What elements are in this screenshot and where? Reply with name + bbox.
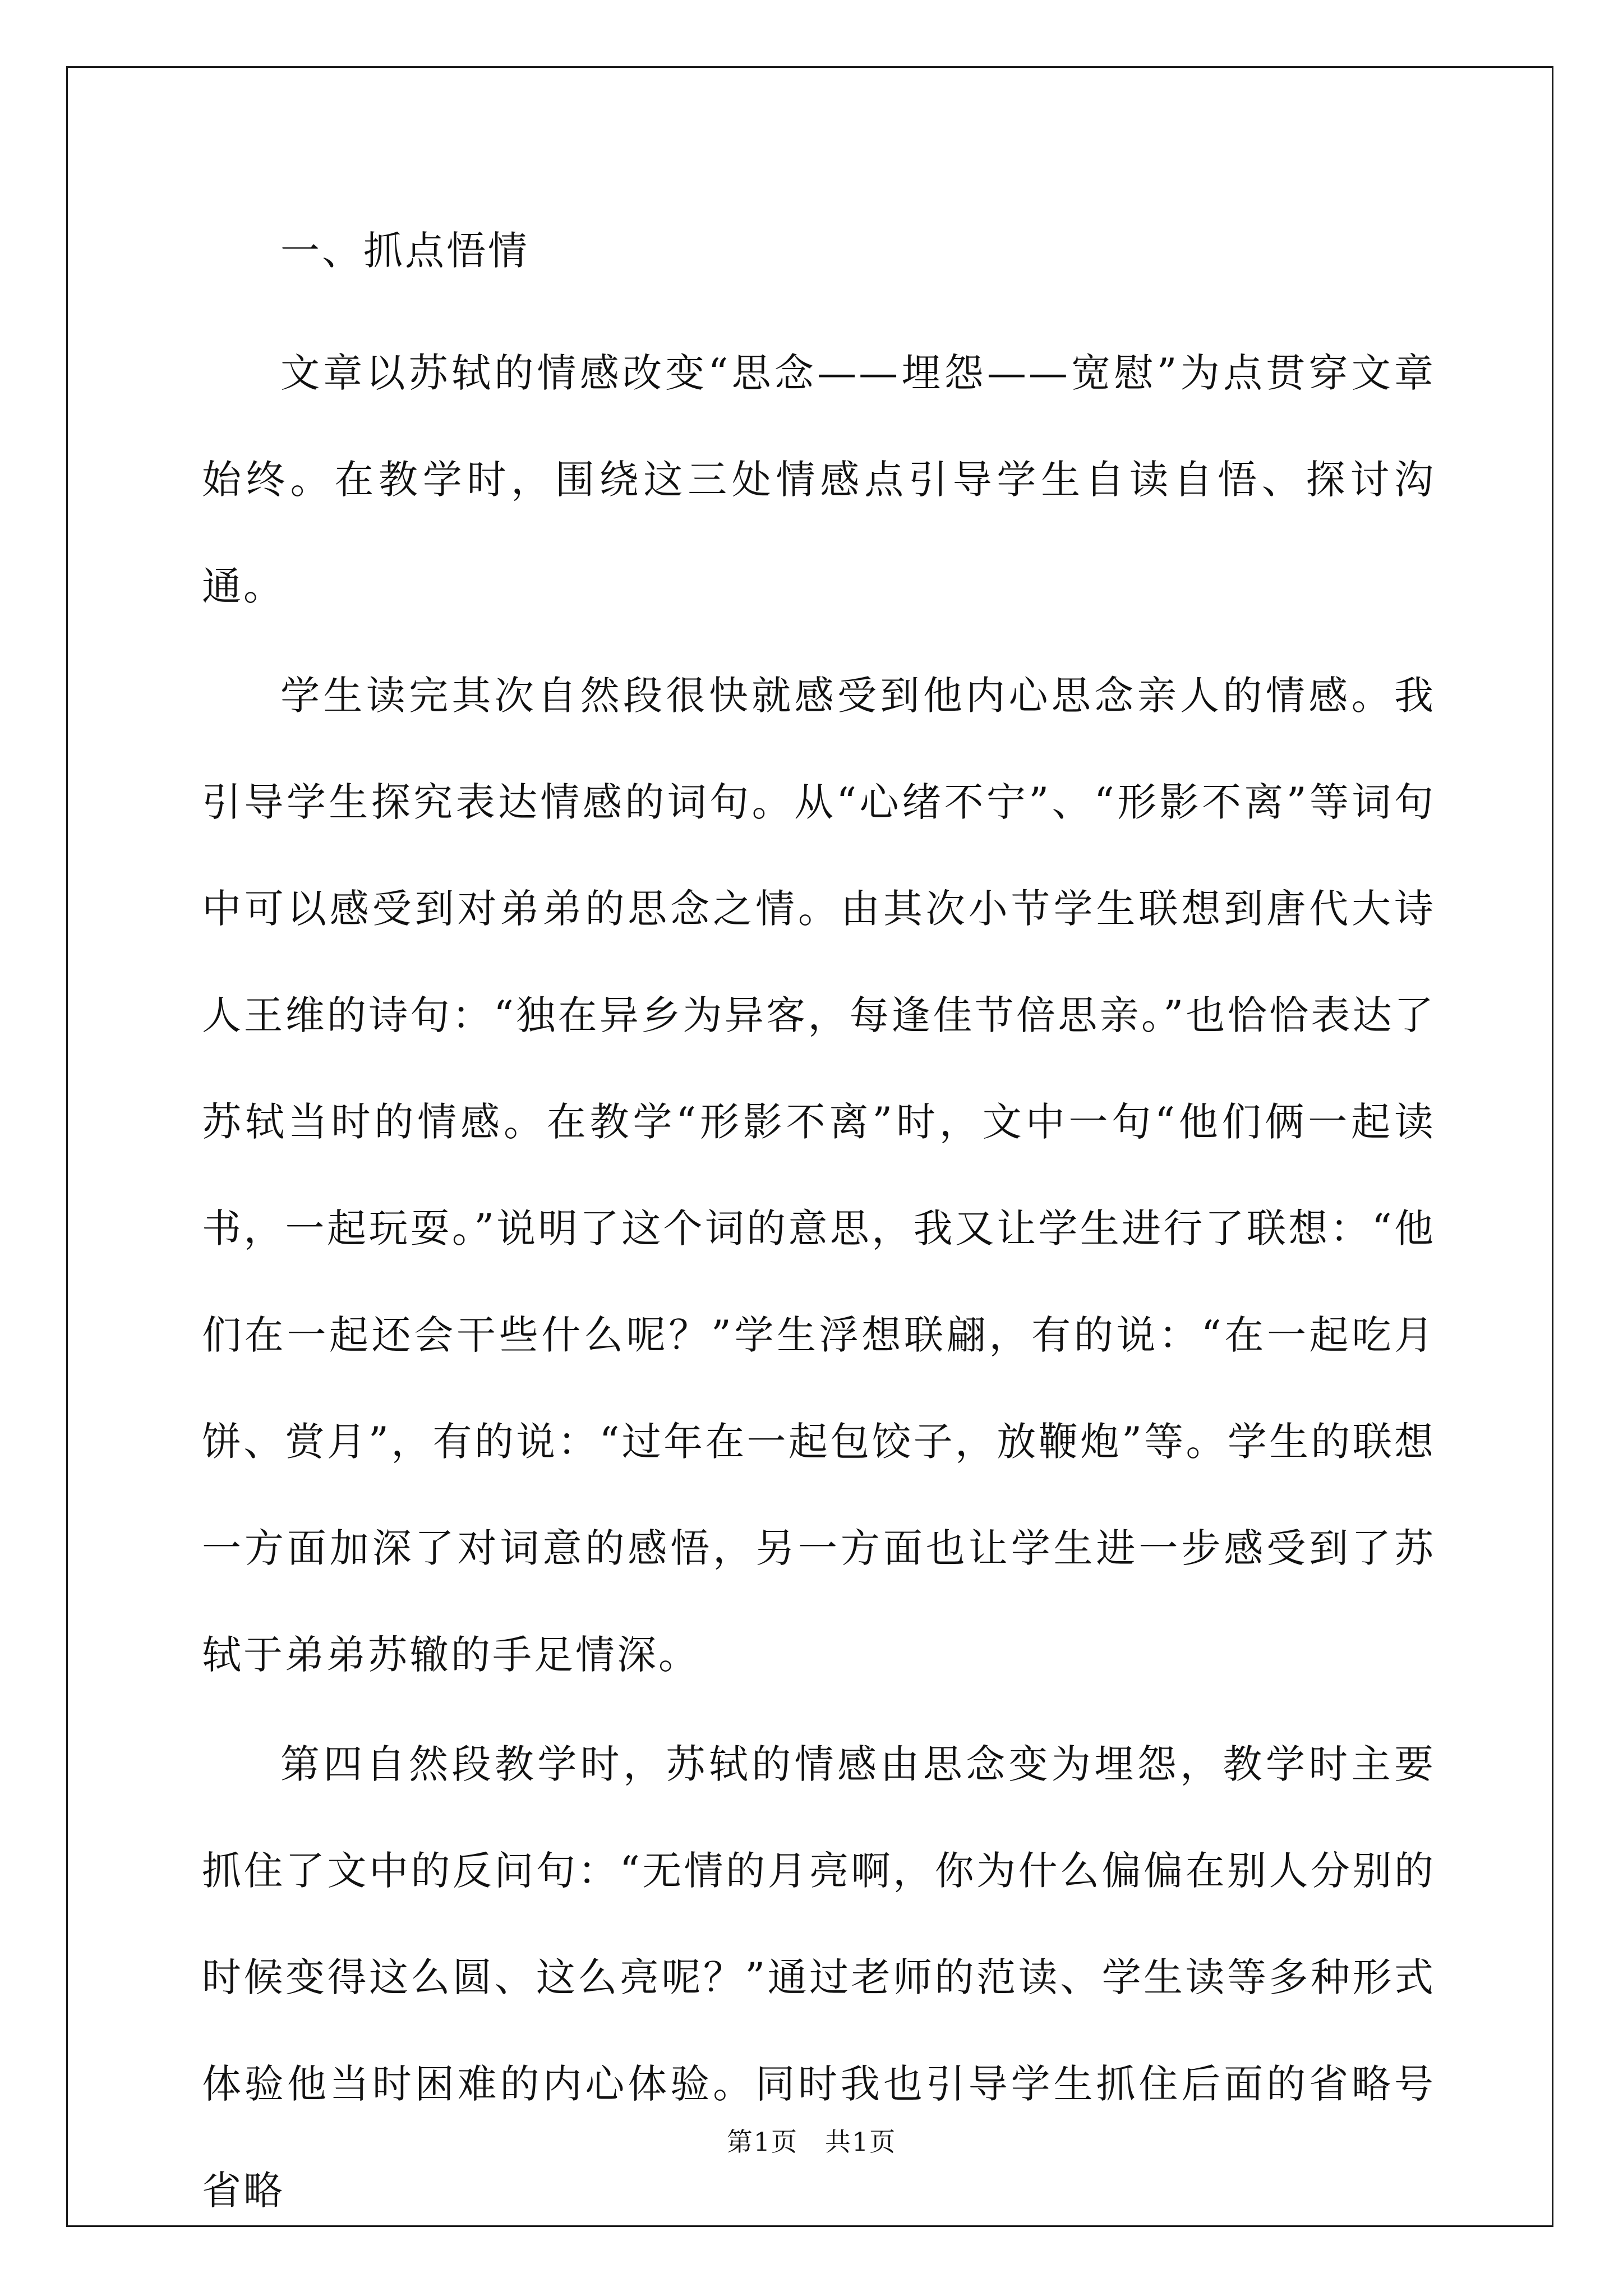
paragraph-1: 文章以苏轼的情感改变“思念——埋怨——宽慰”为点贯穿文章始终。在教学时，围绕这三处情感点引导学生自读自悟、探讨沟通。 xyxy=(202,350,1436,609)
paragraph-3: 第四自然段教学时，苏轼的情感由思念变为埋怨，教学时主要抓住了文中的反问句：“无情的月亮啊，你为什么偏偏在别人分别的时候变得这么圆、这么亮呢？”通过老师的范读、学生读等多种形式体验他当时困难的内心体验。同时我也引导学生抓住后面的省略号省略 xyxy=(202,1741,1436,2214)
section-heading: 一、抓点悟情 xyxy=(280,228,529,274)
page-number-footer: 第1页 共1页 xyxy=(726,2127,897,2157)
document-body xyxy=(202,212,1436,2247)
spacer xyxy=(202,289,1436,320)
paragraph-2: 学生读完其次自然段很快就感受到他内心思念亲人的情感。我引导学生探究表达情感的词句。从“心绪不宁”、“形影不离”等词句中可以感受到对弟弟的思念之情。由其次小节学生联想到唐代大诗人王维的诗句：“独在异乡为异客，每逢佳节倍思亲。”也恰恰表达了苏轼当时的情感。在教学“形影不离”时，文中一句“他们俩一起读书，一起玩耍。”说明了这个词的意思，我又让学生进行了联想：“他们在一起还会干些什么呢？”学生浮想联翩，有的说：“在一起吃月饼、赏月”，有的说：“过年在一起包饺子，放鞭炮”等。学生的联想一方面加深了对词意的感悟，另一方面也让学生进一步感受到了苏轼于弟弟苏辙的手足情深。 xyxy=(202,673,1436,1678)
